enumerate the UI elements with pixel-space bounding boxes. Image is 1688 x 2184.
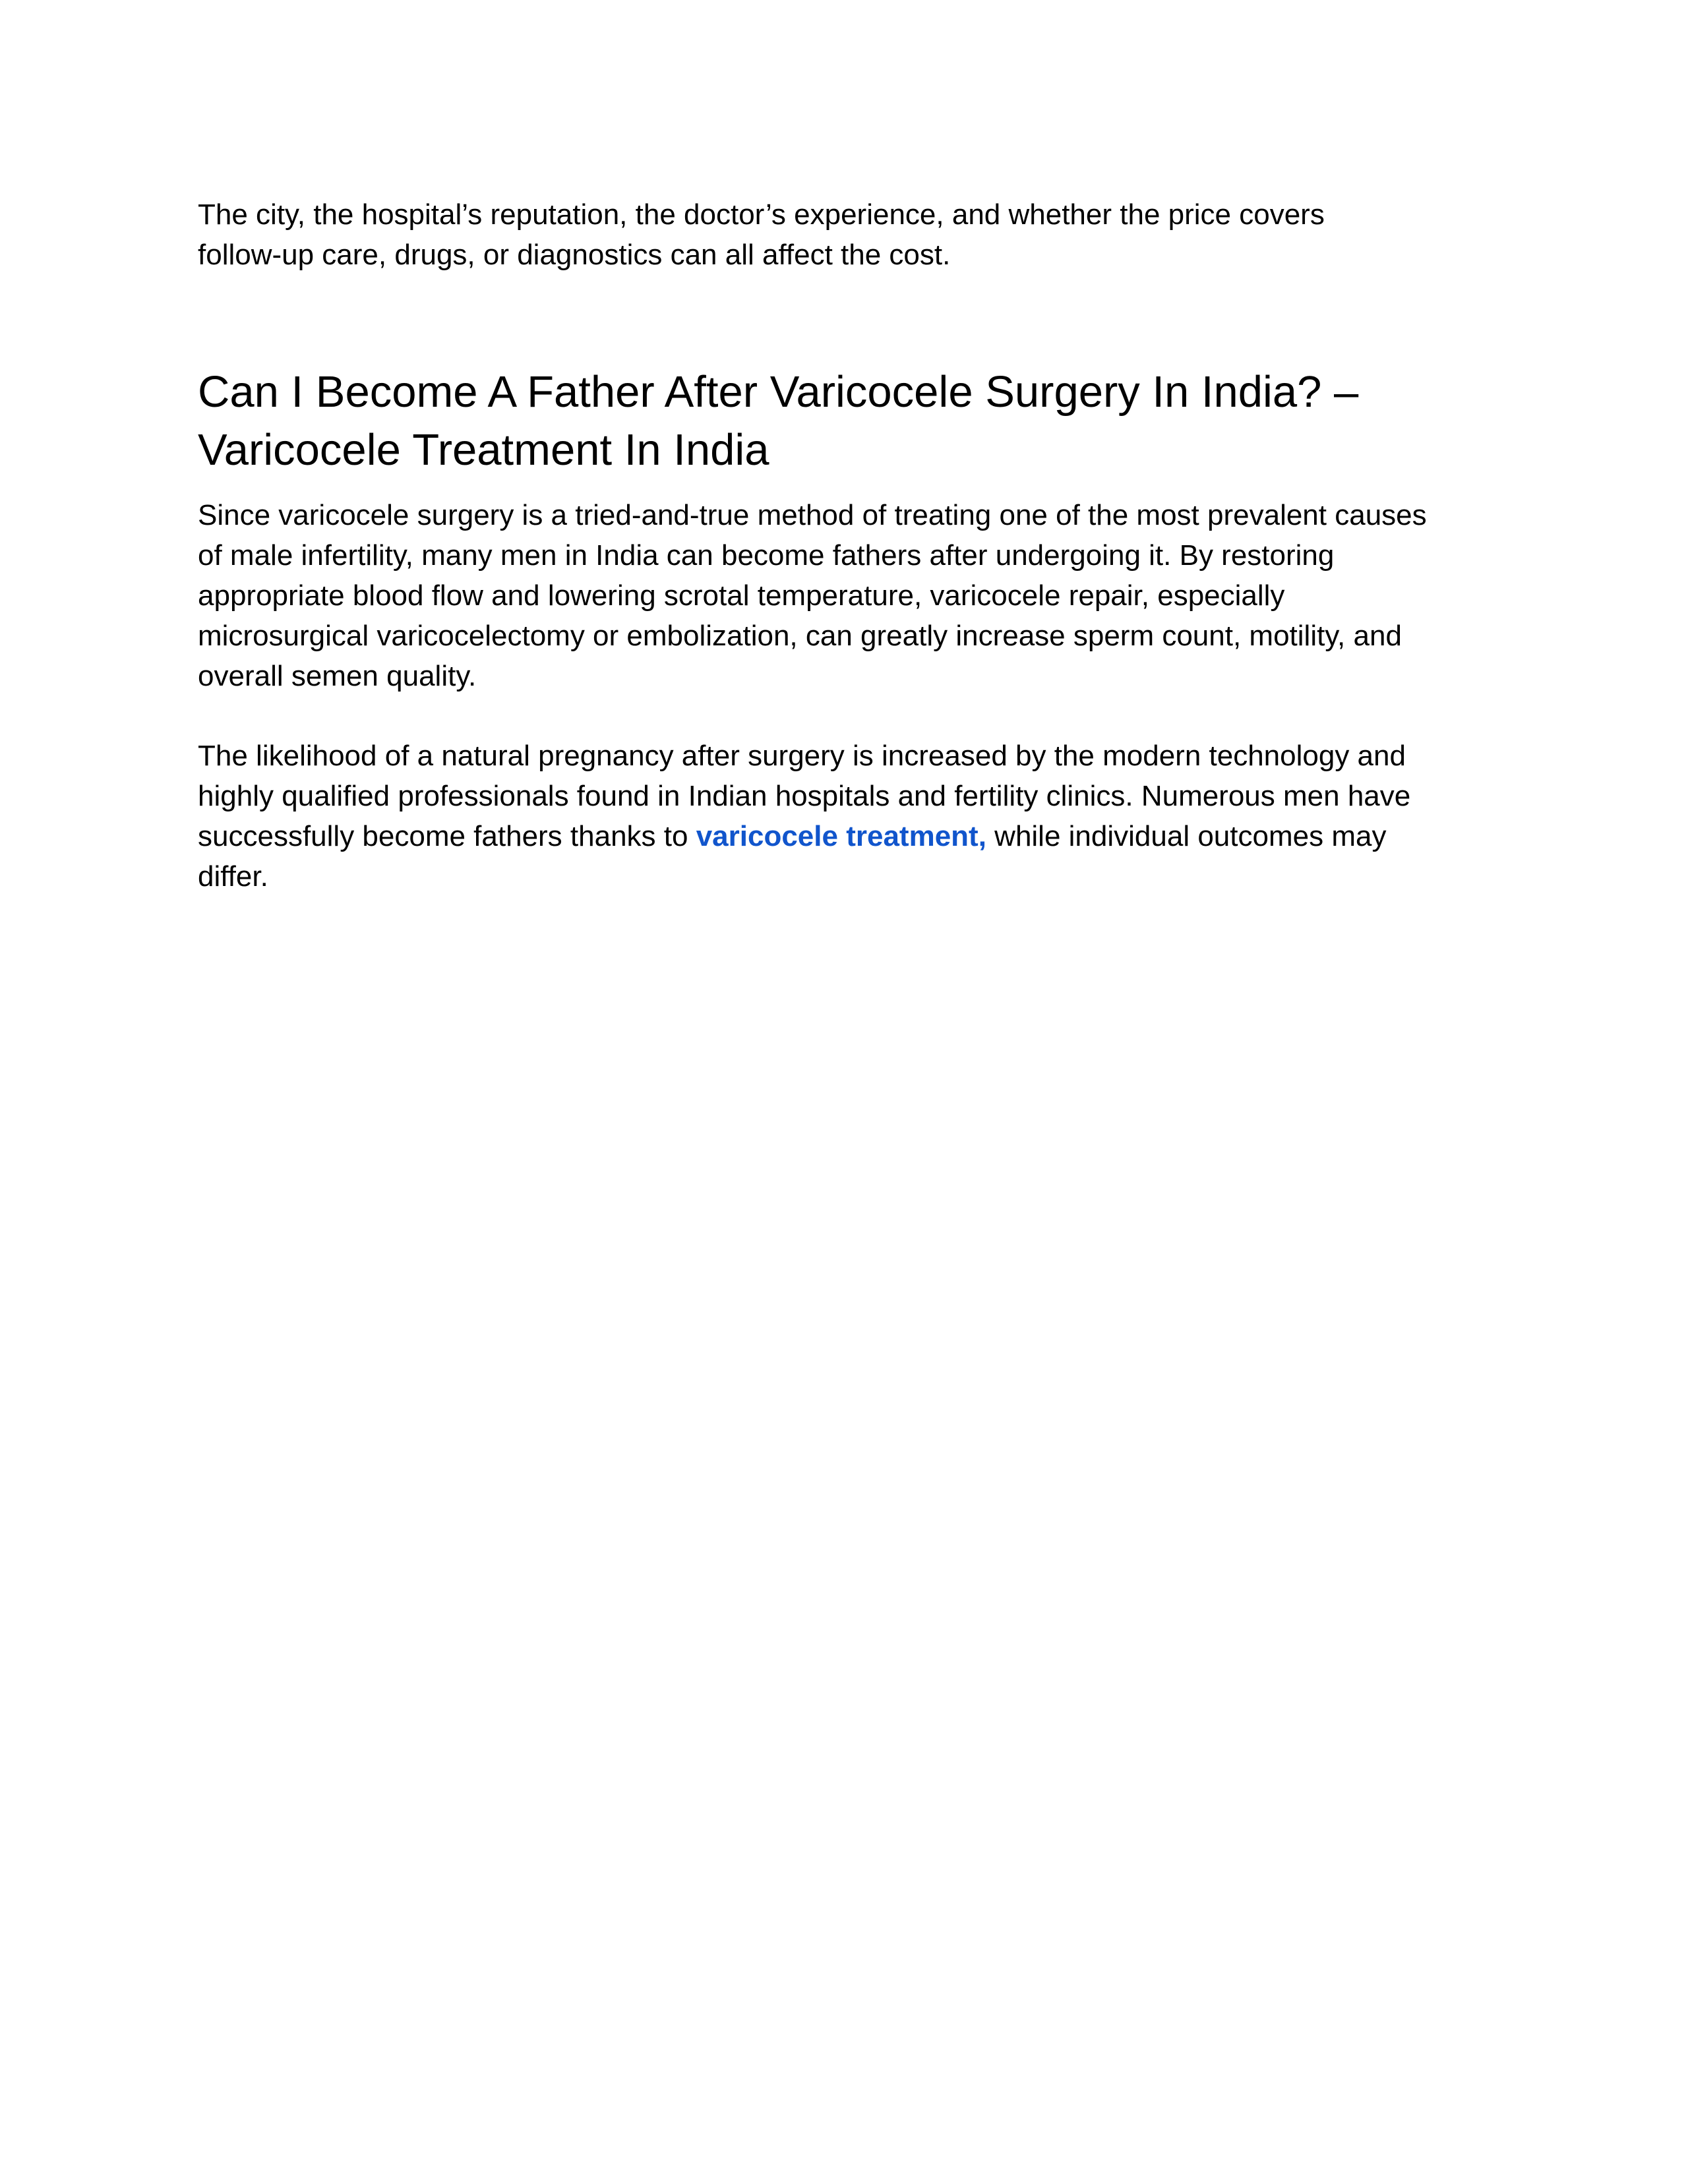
heading-line-1: Can I Become A Father After Varicocele Surgery In India? – <box>198 367 1359 417</box>
heading-line-2: Varicocele Treatment In India <box>198 425 769 475</box>
paragraph1-line-3: appropriate blood flow and lowering scrotal temperature, varicocele repair, especially <box>198 579 1285 612</box>
intro-line-2: follow-up care, drugs, or diagnostics can all affect the cost. <box>198 239 951 271</box>
link-text[interactable]: varicocele treatment <box>696 820 979 852</box>
paragraph2-line-3-after-link: while individual outcomes may <box>986 820 1387 852</box>
varicocele-treatment-link[interactable] <box>696 820 986 852</box>
paragraph1-line-1: Since varicocele surgery is a tried-and-true method of treating one of the most prevalent causes <box>198 499 1427 531</box>
paragraph2-line-3-before-link: successfully become fathers thanks to <box>198 820 696 852</box>
document-page <box>198 194 1503 897</box>
body-paragraph-2 <box>198 736 1503 897</box>
paragraph2-line-1: The likelihood of a natural pregnancy after surgery is increased by the modern technology and <box>198 740 1406 772</box>
paragraph2-line-4: differ. <box>198 860 268 893</box>
section-heading <box>198 363 1503 479</box>
body-paragraph-1 <box>198 495 1503 696</box>
paragraph1-line-4: microsurgical varicocelectomy or embolization, can greatly increase sperm count, motility, and <box>198 620 1402 652</box>
paragraph2-line-2: highly qualified professionals found in Indian hospitals and fertility clinics. Numerous men have <box>198 780 1411 812</box>
intro-paragraph <box>198 194 1503 275</box>
link-comma[interactable]: , <box>978 820 986 852</box>
intro-line-1: The city, the hospital’s reputation, the doctor’s experience, and whether the price covers <box>198 198 1325 231</box>
paragraph1-line-2: of male infertility, many men in India can become fathers after undergoing it. By restoring <box>198 539 1335 572</box>
paragraph1-line-5: overall semen quality. <box>198 660 477 692</box>
